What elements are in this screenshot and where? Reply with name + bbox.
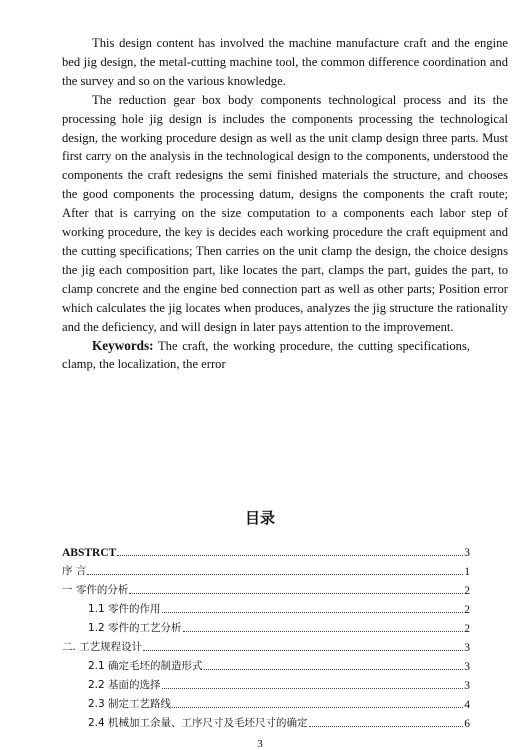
toc-leader-dots — [117, 555, 463, 556]
toc-entry-2-4[interactable] — [62, 711, 470, 730]
toc-entry-page: 3 — [464, 680, 470, 692]
toc-entry-preface[interactable] — [62, 559, 470, 578]
toc-entry-page: 2 — [464, 604, 470, 616]
toc-entry-label: 2.3 制定工艺路线 — [88, 698, 172, 710]
keywords-label: Keywords: — [92, 337, 154, 353]
toc-entry-page: 3 — [464, 642, 470, 654]
toc-entry-label: 2.4 机械加工余量、工序尺寸及毛坯尺寸的确定 — [88, 717, 308, 729]
toc-leader-dots — [204, 669, 464, 670]
keywords-text: The craft, the working procedure, the cutting specifications, clamp, the localization, the error — [62, 338, 470, 372]
toc-entry-label: 二. 工艺规程设计 — [62, 641, 143, 653]
toc-entry-part-analysis[interactable] — [62, 578, 470, 597]
toc-entry-page: 6 — [464, 718, 470, 730]
toc-entry-page: 3 — [464, 547, 470, 559]
toc-entry-process-design[interactable] — [62, 635, 470, 654]
toc-entry-2-3[interactable] — [62, 692, 470, 711]
keywords-line — [62, 337, 508, 375]
toc-entry-label: 1.1 零件的作用 — [88, 603, 161, 615]
abstract-section — [62, 34, 508, 374]
toc-leader-dots — [129, 593, 463, 594]
toc-entry-page: 4 — [464, 699, 470, 711]
table-of-contents — [62, 540, 470, 730]
toc-leader-dots — [87, 574, 463, 575]
toc-leader-dots — [183, 631, 464, 632]
toc-title: 目录 — [244, 509, 275, 527]
toc-entry-label: 2.1 确定毛坯的制造形式 — [88, 660, 203, 672]
toc-entry-abstract[interactable] — [62, 540, 470, 559]
toc-entry-1-1[interactable] — [62, 597, 470, 616]
abstract-paragraph-1: This design content has involved the machine manufacture craft and the engine bed jig design, the metal-cutting machine tool, the common difference coordination and the survey and so on the various knowledge. — [62, 36, 508, 88]
toc-leader-dots — [162, 688, 464, 689]
abstract-paragraph-2: The reduction gear box body components technological process and its the processing hole jig design is includes the components processing the technological design, the working procedure design as well as the unit clamp design three parts. Must first carry on the analysis in the technological design to the components, understood the components the craft redesigns the semi finished materials the structure, and chooses the good components the processing datum, designs the components the craft route; After that is carrying on the size computation to a components each labor step of working procedure, the key is decides each working procedure the craft equipment and the cutting specifications; Then carries on the unit clamp the design, the choice designs the jig each composition part, like locates the part, clamps the part, guides the part, to clamp concrete and the engine bed connection part as well as other parts; Position error which calculates the jig locates when produces, analyzes the jig structure the rationality and the deficiency, and will design in later pays attention to the improvement. — [62, 92, 508, 334]
toc-entry-page: 2 — [464, 585, 470, 597]
toc-leader-dots — [162, 612, 464, 613]
toc-entry-1-2[interactable] — [62, 616, 470, 635]
toc-entry-2-2[interactable] — [62, 673, 470, 692]
toc-leader-dots — [172, 707, 463, 708]
toc-entry-label: ABSTRCT — [62, 547, 117, 559]
toc-leader-dots — [143, 650, 463, 651]
toc-entry-label: 一 零件的分析 — [62, 584, 129, 596]
toc-leader-dots — [309, 726, 464, 727]
page-number: 3 — [257, 738, 263, 750]
toc-entry-label: 序 言 — [62, 565, 87, 577]
toc-entry-label: 1.2 零件的工艺分析 — [88, 622, 182, 634]
toc-entry-2-1[interactable] — [62, 654, 470, 673]
toc-entry-page: 3 — [464, 661, 470, 673]
toc-entry-label: 2.2 基面的选择 — [88, 679, 161, 691]
toc-entry-page: 2 — [464, 623, 470, 635]
toc-entry-page: 1 — [464, 566, 470, 578]
